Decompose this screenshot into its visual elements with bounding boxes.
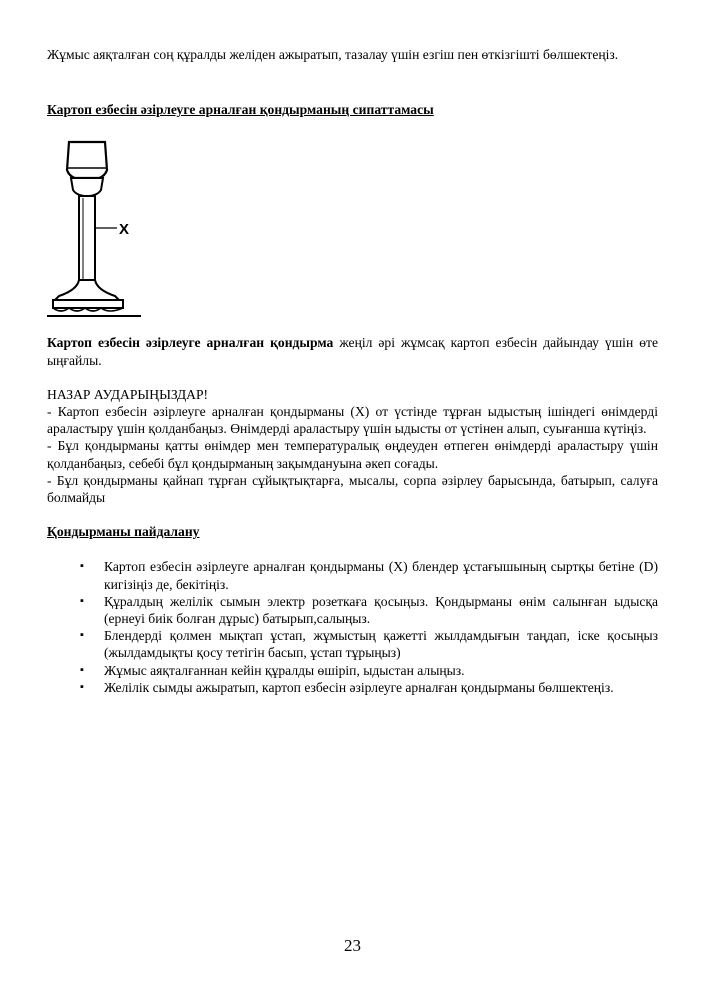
step-text: Жұмыс аяқталғаннан кейін құралды өшіріп, ыдыстан алыңыз. (104, 662, 465, 678)
figure-label-x: X (119, 221, 130, 239)
bullet-icon: ▪ (80, 629, 84, 642)
page-content (47, 46, 658, 696)
bullet-icon: ▪ (80, 663, 84, 676)
usage-steps-list (47, 558, 658, 696)
step-text: Картоп езбесін әзірлеуге арналған қондырманы (X) блендер ұстағышының сыртқы бетіне (D) кигізіңіз де, бекітіңіз. (104, 559, 658, 592)
list-item (47, 679, 658, 696)
warning-item: - Бұл қондырманы қатты өнімдер мен температуралық өңдеуден өтпеген өнімдерді араластыру үшін қолданбаңыз, себебі бұл қондырманың зақымдануына әкеп соғады. (47, 438, 658, 471)
list-item (47, 662, 658, 679)
intro-paragraph: Жұмыс аяқталған соң құралды желіден ажыратып, тазалау үшін езгіш пен өткізгішті бөлшектеңіз. (47, 47, 619, 62)
step-text: Құралдың желілік сымын электр розеткаға қосыңыз. Қондырманы өнім салынған ыдысқа (ернеуі биік болған дұрыс) батырып,салыңыз. (104, 593, 658, 627)
warning-item: - Бұл қондырманы қайнап тұрған сұйықтықтарға, мысалы, сорпа әзірлеу барысында, батырып, салуға болмайды (47, 472, 658, 506)
list-item (47, 558, 658, 592)
page-number: 23 (344, 936, 361, 955)
figure-section-heading: Картоп езбесін әзірлеуге арналған қондырманың сипаттамасы (47, 102, 434, 118)
description-bold-term: Картоп езбесін әзірлеуге арналған қондырма (47, 335, 334, 351)
attachment-description (47, 334, 658, 368)
bullet-icon: ▪ (80, 594, 84, 607)
bullet-icon: ▪ (80, 560, 84, 573)
list-item (47, 593, 658, 627)
warning-item: - Картоп езбесін әзірлеуге арналған қондырманы (X) от үстінде тұрған ыдыстың ішіндегі өнімдерді араластыру үшін қолданбаңыз. Өнімдерді араластыру үшін ыдысты от үстінен алып, суығанша күтіңіз. (47, 404, 658, 437)
step-text: Желілік сымды ажыратып, картоп езбесін әзірлеуге арналған қондырманы бөлшектеңіз. (104, 679, 614, 695)
bullet-icon: ▪ (80, 680, 84, 693)
step-text: Блендерді қолмен мықтап ұстап, жұмыстың қажетті жылдамдығын таңдап, іске қосыңыз (жылдамдықты қосу тетігін басып, ұстап тұрыңыз) (104, 628, 658, 661)
masher-attachment-illustration (47, 140, 147, 320)
description-text: жеңіл әрі жұмсақ картоп езбесін дайындау үшін өте ыңғайлы. (47, 335, 658, 368)
usage-section-heading: Қондырманы пайдалану (47, 524, 200, 540)
warning-block (47, 386, 658, 506)
list-item (47, 627, 658, 661)
warning-title: НАЗАР АУДАРЫҢЫЗДАР! (47, 386, 209, 402)
